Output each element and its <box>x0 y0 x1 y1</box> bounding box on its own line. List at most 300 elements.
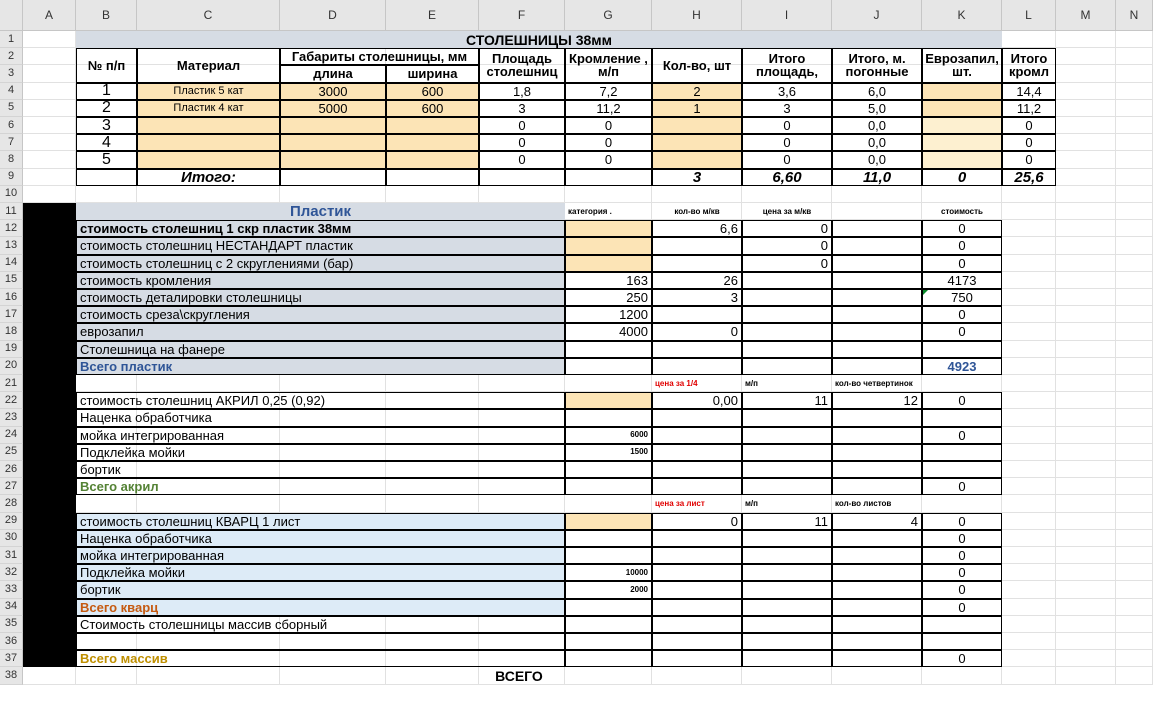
cell[interactable] <box>1056 65 1116 82</box>
cell[interactable] <box>1116 478 1153 495</box>
total-m-cell[interactable]: 6,0 <box>832 83 922 100</box>
row-header-26[interactable]: 26 <box>0 461 23 478</box>
row-header-27[interactable]: 27 <box>0 478 23 495</box>
plastic-line-label[interactable]: стоимость среза\скругления <box>76 306 565 323</box>
cell[interactable] <box>1056 186 1116 203</box>
total-area-cell[interactable]: 0 <box>742 151 832 168</box>
row-header-13[interactable]: 13 <box>0 237 23 254</box>
plastic-cost[interactable]: 0 <box>922 323 1002 340</box>
cell[interactable] <box>1002 409 1056 426</box>
cell[interactable] <box>1116 151 1153 168</box>
plastic-category[interactable]: 1200 <box>565 306 652 323</box>
massive-line-label[interactable]: Стоимость столешницы массив сборный <box>76 616 565 633</box>
blank[interactable] <box>565 633 652 650</box>
quartz-g[interactable] <box>565 513 652 530</box>
cell[interactable] <box>1116 564 1153 581</box>
cell[interactable] <box>1056 530 1116 547</box>
header-qty[interactable]: Кол-во, шт <box>652 48 742 82</box>
material-cell[interactable] <box>137 117 280 134</box>
cell[interactable] <box>1002 237 1056 254</box>
edge-cell[interactable]: 11,2 <box>565 100 652 117</box>
plastic-price[interactable]: 0 <box>742 255 832 272</box>
width-cell[interactable]: 600 <box>386 100 479 117</box>
cell[interactable] <box>137 375 280 392</box>
blank[interactable] <box>652 650 742 667</box>
quartz-j[interactable] <box>832 547 922 564</box>
plastic-cost[interactable]: 0 <box>922 237 1002 254</box>
cell[interactable] <box>1056 375 1116 392</box>
cell[interactable] <box>1116 633 1153 650</box>
cell[interactable] <box>1116 186 1153 203</box>
acryl-g[interactable] <box>565 392 652 409</box>
row-header-11[interactable]: 11 <box>0 203 23 220</box>
length-cell[interactable] <box>280 134 386 151</box>
col-price-m2[interactable]: цена за м/кв <box>762 206 812 216</box>
total-area-cell[interactable]: 3,6 <box>742 83 832 100</box>
qty-cell[interactable]: 2 <box>652 83 742 100</box>
cell[interactable] <box>1116 306 1153 323</box>
cell[interactable] <box>1056 151 1116 168</box>
blank[interactable] <box>832 599 922 616</box>
total-edge-cell[interactable]: 0 <box>1002 151 1056 168</box>
select-all-corner[interactable] <box>0 0 23 31</box>
quartz-line-label[interactable]: стоимость столешниц КВАРЦ 1 лист <box>76 513 565 530</box>
plastic-cost[interactable]: 0 <box>922 306 1002 323</box>
quartz-i[interactable] <box>742 530 832 547</box>
width-cell[interactable]: 600 <box>386 83 479 100</box>
cell[interactable] <box>1056 409 1116 426</box>
blank[interactable] <box>565 616 652 633</box>
quartz-total-value[interactable]: 0 <box>922 599 1002 616</box>
cell[interactable] <box>280 667 386 684</box>
quartz-i[interactable] <box>742 547 832 564</box>
acryl-k[interactable] <box>922 444 1002 461</box>
length-cell[interactable] <box>280 117 386 134</box>
material-cell[interactable]: Пластик 4 кат <box>137 100 280 117</box>
table-title[interactable]: СТОЛЕШНИЦЫ 38мм <box>76 31 1002 48</box>
acryl-h[interactable] <box>652 444 742 461</box>
cell[interactable] <box>1116 83 1153 100</box>
cell[interactable] <box>565 495 652 512</box>
cell[interactable] <box>1002 203 1056 220</box>
plastic-title[interactable]: Пластик <box>76 203 565 220</box>
total-area-cell[interactable]: 0 <box>742 117 832 134</box>
massive-total-value[interactable]: 0 <box>922 650 1002 667</box>
plastic-qty[interactable]: 6,6 <box>652 220 742 237</box>
cell[interactable] <box>1002 220 1056 237</box>
cell[interactable] <box>1116 100 1153 117</box>
cell[interactable] <box>1116 358 1153 375</box>
cell[interactable] <box>1056 564 1116 581</box>
cell[interactable] <box>1116 650 1153 667</box>
quartz-j[interactable] <box>832 581 922 598</box>
cell[interactable] <box>1116 220 1153 237</box>
col-category[interactable]: категория . <box>568 206 612 216</box>
cell[interactable] <box>1116 255 1153 272</box>
cell[interactable] <box>1002 272 1056 289</box>
plastic-total-value[interactable]: 4923 <box>922 358 1002 375</box>
cell[interactable] <box>1116 203 1153 220</box>
quartz-k[interactable]: 0 <box>922 530 1002 547</box>
cell[interactable] <box>1116 169 1153 186</box>
quartz-col-mp[interactable]: м/п <box>745 498 758 508</box>
width-cell[interactable] <box>386 134 479 151</box>
quartz-k[interactable]: 0 <box>922 581 1002 598</box>
plastic-price[interactable] <box>742 272 832 289</box>
cell[interactable] <box>1116 48 1153 65</box>
total-m-cell[interactable]: 0,0 <box>832 134 922 151</box>
column-header-i[interactable]: I <box>742 0 832 31</box>
euro-cell[interactable] <box>922 134 1002 151</box>
row-number[interactable]: 3 <box>76 117 137 134</box>
qty-cell[interactable]: 1 <box>652 100 742 117</box>
total-area-cell[interactable]: 3 <box>742 100 832 117</box>
row-number[interactable]: 2 <box>76 100 137 117</box>
row-header-16[interactable]: 16 <box>0 289 23 306</box>
plastic-cost[interactable]: 4173 <box>922 272 1002 289</box>
blank[interactable] <box>652 599 742 616</box>
cell[interactable] <box>1002 341 1056 358</box>
cell[interactable] <box>23 186 76 203</box>
plastic-category[interactable] <box>565 341 652 358</box>
quartz-k[interactable]: 0 <box>922 513 1002 530</box>
quartz-j[interactable]: 4 <box>832 513 922 530</box>
cell[interactable] <box>1056 341 1116 358</box>
blank[interactable] <box>565 650 652 667</box>
quartz-i[interactable]: 11 <box>742 513 832 530</box>
column-header-a[interactable]: A <box>23 0 76 31</box>
plastic-cost[interactable] <box>922 341 1002 358</box>
cell[interactable] <box>280 495 386 512</box>
column-header-c[interactable]: C <box>137 0 280 31</box>
plastic-line-label[interactable]: стоимость столешниц НЕСТАНДАРТ пластик <box>76 237 565 254</box>
quartz-g[interactable]: 10000 <box>565 564 652 581</box>
cell[interactable] <box>922 667 1002 684</box>
cell[interactable] <box>1056 667 1116 684</box>
cell[interactable] <box>23 100 76 117</box>
cell[interactable] <box>23 151 76 168</box>
plastic-price[interactable]: 0 <box>742 220 832 237</box>
blank[interactable] <box>922 633 1002 650</box>
row-header-1[interactable]: 1 <box>0 31 23 48</box>
blank[interactable] <box>742 616 832 633</box>
row-header-23[interactable]: 23 <box>0 409 23 426</box>
acryl-k[interactable] <box>922 461 1002 478</box>
cell[interactable] <box>23 48 76 65</box>
acryl-line-label[interactable]: стоимость столешниц АКРИЛ 0,25 (0,92) <box>76 392 565 409</box>
plastic-qty[interactable] <box>652 306 742 323</box>
quartz-i[interactable] <box>742 581 832 598</box>
quartz-col-qty[interactable]: кол-во листов <box>835 498 892 508</box>
column-header-f[interactable]: F <box>479 0 565 31</box>
cell[interactable] <box>76 375 137 392</box>
cell[interactable] <box>1056 461 1116 478</box>
header-dimensions[interactable]: Габариты столешницы, мм <box>280 48 479 65</box>
plastic-price[interactable] <box>742 289 832 306</box>
header-num[interactable]: № п/п <box>76 48 137 82</box>
acryl-h[interactable]: 0,00 <box>652 392 742 409</box>
row-header-5[interactable]: 5 <box>0 100 23 117</box>
totals-label[interactable]: Итого: <box>137 169 280 186</box>
plastic-price[interactable]: 0 <box>742 237 832 254</box>
row-header-28[interactable]: 28 <box>0 495 23 512</box>
plastic-line-label[interactable]: Столешница на фанере <box>76 341 565 358</box>
row-header-3[interactable]: 3 <box>0 65 23 82</box>
column-header-j[interactable]: J <box>832 0 922 31</box>
total-edge-cell[interactable]: 11,2 <box>1002 100 1056 117</box>
col-qty-m2[interactable]: кол-во м/кв <box>674 206 720 216</box>
totals-blank[interactable] <box>280 169 386 186</box>
cell[interactable] <box>1116 65 1153 82</box>
row-header-37[interactable]: 37 <box>0 650 23 667</box>
row-header-32[interactable]: 32 <box>0 564 23 581</box>
row-header-19[interactable]: 19 <box>0 341 23 358</box>
plastic-line-label[interactable]: стоимость деталировки столешницы <box>76 289 565 306</box>
cell[interactable] <box>565 375 652 392</box>
totals-m[interactable]: 11,0 <box>832 169 922 186</box>
column-header-b[interactable]: B <box>76 0 137 31</box>
plastic-line-label[interactable]: стоимость столешниц 1 скр пластик 38мм <box>76 220 565 237</box>
blank[interactable] <box>565 478 652 495</box>
acryl-j[interactable] <box>832 444 922 461</box>
plastic-price[interactable] <box>742 306 832 323</box>
cell[interactable] <box>1116 409 1153 426</box>
cell[interactable] <box>922 375 1002 392</box>
plastic-line-label[interactable]: стоимость столешниц с 2 скруглениями (бар) <box>76 255 565 272</box>
massive-total-label[interactable]: Всего массив <box>76 650 565 667</box>
plastic-price[interactable] <box>742 341 832 358</box>
cell[interactable] <box>1116 616 1153 633</box>
column-header-l[interactable]: L <box>1002 0 1056 31</box>
acryl-i[interactable] <box>742 427 832 444</box>
cell[interactable] <box>1056 255 1116 272</box>
edge-cell[interactable]: 0 <box>565 134 652 151</box>
blank[interactable] <box>832 650 922 667</box>
column-header-e[interactable]: E <box>386 0 479 31</box>
area-cell[interactable]: 0 <box>479 117 565 134</box>
plastic-blank[interactable] <box>832 220 922 237</box>
cell[interactable] <box>922 495 1002 512</box>
area-cell[interactable]: 1,8 <box>479 83 565 100</box>
row-header-30[interactable]: 30 <box>0 530 23 547</box>
plastic-cost[interactable]: 750 <box>922 289 1002 306</box>
blank[interactable] <box>832 633 922 650</box>
row-header-29[interactable]: 29 <box>0 513 23 530</box>
cell[interactable] <box>1116 495 1153 512</box>
blank[interactable] <box>742 633 832 650</box>
cell[interactable] <box>1056 427 1116 444</box>
plastic-blank[interactable] <box>832 237 922 254</box>
cell[interactable] <box>1002 461 1056 478</box>
acryl-k[interactable]: 0 <box>922 392 1002 409</box>
acryl-k[interactable] <box>922 409 1002 426</box>
row-header-34[interactable]: 34 <box>0 599 23 616</box>
cell[interactable] <box>1056 272 1116 289</box>
qty-cell[interactable] <box>652 117 742 134</box>
cell[interactable] <box>1056 100 1116 117</box>
cell[interactable] <box>1056 31 1116 48</box>
acryl-j[interactable] <box>832 427 922 444</box>
cell[interactable] <box>1056 581 1116 598</box>
cell[interactable] <box>1002 306 1056 323</box>
quartz-col-price[interactable]: цена за лист <box>655 498 705 508</box>
cell[interactable] <box>1002 323 1056 340</box>
acryl-g[interactable] <box>565 461 652 478</box>
cell[interactable] <box>23 169 76 186</box>
plastic-blank[interactable] <box>832 306 922 323</box>
cell[interactable] <box>1116 513 1153 530</box>
row-header-31[interactable]: 31 <box>0 547 23 564</box>
cell[interactable] <box>1056 495 1116 512</box>
plastic-blank[interactable] <box>832 272 922 289</box>
length-cell[interactable]: 5000 <box>280 100 386 117</box>
cell[interactable] <box>386 495 479 512</box>
massive-blank[interactable] <box>76 633 565 650</box>
cell[interactable] <box>1056 358 1116 375</box>
row-header-17[interactable]: 17 <box>0 306 23 323</box>
cell[interactable] <box>1116 461 1153 478</box>
cell[interactable] <box>1002 530 1056 547</box>
cell[interactable] <box>1116 599 1153 616</box>
cell[interactable] <box>1056 444 1116 461</box>
cell[interactable] <box>1002 392 1056 409</box>
cell[interactable] <box>1056 599 1116 616</box>
cell[interactable] <box>23 83 76 100</box>
cell[interactable] <box>1116 272 1153 289</box>
width-cell[interactable] <box>386 117 479 134</box>
cell[interactable] <box>742 667 832 684</box>
cell[interactable] <box>137 186 280 203</box>
cell[interactable] <box>76 495 137 512</box>
quartz-total-label[interactable]: Всего кварц <box>76 599 565 616</box>
acryl-col-mp[interactable]: м/п <box>745 378 758 388</box>
totals-euro[interactable]: 0 <box>922 169 1002 186</box>
acryl-col-price[interactable]: цена за 1/4 <box>655 378 698 388</box>
plastic-qty[interactable] <box>652 341 742 358</box>
total-edge-cell[interactable]: 14,4 <box>1002 83 1056 100</box>
cell[interactable] <box>1116 237 1153 254</box>
cell[interactable] <box>1002 427 1056 444</box>
plastic-price[interactable] <box>742 323 832 340</box>
cell[interactable] <box>1116 31 1153 48</box>
quartz-k[interactable]: 0 <box>922 547 1002 564</box>
cell[interactable] <box>1002 616 1056 633</box>
blank[interactable] <box>742 358 832 375</box>
cell[interactable] <box>479 375 565 392</box>
acryl-line-label[interactable]: бортик <box>76 461 565 478</box>
row-header-35[interactable]: 35 <box>0 616 23 633</box>
total-edge-cell[interactable]: 0 <box>1002 117 1056 134</box>
cell[interactable] <box>1116 375 1153 392</box>
length-cell[interactable]: 3000 <box>280 83 386 100</box>
acryl-line-label[interactable]: Подклейка мойки <box>76 444 565 461</box>
cell[interactable] <box>1116 392 1153 409</box>
cell[interactable] <box>76 667 137 684</box>
acryl-i[interactable] <box>742 409 832 426</box>
cell[interactable] <box>76 186 137 203</box>
row-header-8[interactable]: 8 <box>0 151 23 168</box>
quartz-g[interactable] <box>565 530 652 547</box>
row-header-4[interactable]: 4 <box>0 83 23 100</box>
plastic-blank[interactable] <box>832 255 922 272</box>
row-header-25[interactable]: 25 <box>0 444 23 461</box>
row-header-9[interactable]: 9 <box>0 169 23 186</box>
cell[interactable] <box>1056 48 1116 65</box>
acryl-i[interactable]: 11 <box>742 392 832 409</box>
quartz-h[interactable] <box>652 581 742 598</box>
plastic-category[interactable]: 4000 <box>565 323 652 340</box>
cell[interactable] <box>1056 306 1116 323</box>
plastic-qty[interactable]: 3 <box>652 289 742 306</box>
column-header-g[interactable]: G <box>565 0 652 31</box>
plastic-cost[interactable]: 0 <box>922 255 1002 272</box>
row-header-33[interactable]: 33 <box>0 581 23 598</box>
quartz-g[interactable]: 2000 <box>565 581 652 598</box>
cell[interactable] <box>479 186 565 203</box>
length-cell[interactable] <box>280 151 386 168</box>
cell[interactable] <box>1002 564 1056 581</box>
column-header-k[interactable]: K <box>922 0 1002 31</box>
cell[interactable] <box>23 117 76 134</box>
cell[interactable] <box>1056 650 1116 667</box>
acryl-j[interactable] <box>832 461 922 478</box>
plastic-cost[interactable]: 0 <box>922 220 1002 237</box>
acryl-k[interactable]: 0 <box>922 427 1002 444</box>
cell[interactable] <box>1056 392 1116 409</box>
quartz-h[interactable]: 0 <box>652 513 742 530</box>
cell[interactable] <box>832 203 922 220</box>
euro-cell[interactable] <box>922 100 1002 117</box>
cell[interactable] <box>832 186 922 203</box>
header-area[interactable]: Площадь столешниц <box>479 48 565 82</box>
row-header-38[interactable]: 38 <box>0 667 23 684</box>
blank[interactable] <box>832 616 922 633</box>
row-header-6[interactable]: 6 <box>0 117 23 134</box>
cell[interactable] <box>137 495 280 512</box>
cell[interactable] <box>23 31 76 48</box>
cell[interactable] <box>1056 616 1116 633</box>
area-cell[interactable]: 3 <box>479 100 565 117</box>
col-cost[interactable]: стоимость <box>941 206 983 216</box>
blank[interactable] <box>922 616 1002 633</box>
cell[interactable] <box>1116 341 1153 358</box>
qty-cell[interactable] <box>652 134 742 151</box>
quartz-h[interactable] <box>652 530 742 547</box>
cell[interactable] <box>1116 427 1153 444</box>
blank[interactable] <box>832 358 922 375</box>
totals-blank[interactable] <box>76 169 137 186</box>
area-cell[interactable]: 0 <box>479 134 565 151</box>
row-number[interactable]: 4 <box>76 134 137 151</box>
acryl-line-label[interactable]: мойка интегрированная <box>76 427 565 444</box>
column-header-m[interactable]: M <box>1056 0 1116 31</box>
row-header-22[interactable]: 22 <box>0 392 23 409</box>
row-header-12[interactable]: 12 <box>0 220 23 237</box>
euro-cell[interactable] <box>922 117 1002 134</box>
cell[interactable] <box>1002 478 1056 495</box>
quartz-j[interactable] <box>832 564 922 581</box>
total-m-cell[interactable]: 0,0 <box>832 151 922 168</box>
acryl-h[interactable] <box>652 427 742 444</box>
quartz-h[interactable] <box>652 564 742 581</box>
cell[interactable] <box>1056 633 1116 650</box>
area-cell[interactable]: 0 <box>479 151 565 168</box>
row-header-36[interactable]: 36 <box>0 633 23 650</box>
qty-cell[interactable] <box>652 151 742 168</box>
totals-blank[interactable] <box>565 169 652 186</box>
acryl-h[interactable] <box>652 409 742 426</box>
plastic-total-label[interactable]: Всего пластик <box>76 358 565 375</box>
